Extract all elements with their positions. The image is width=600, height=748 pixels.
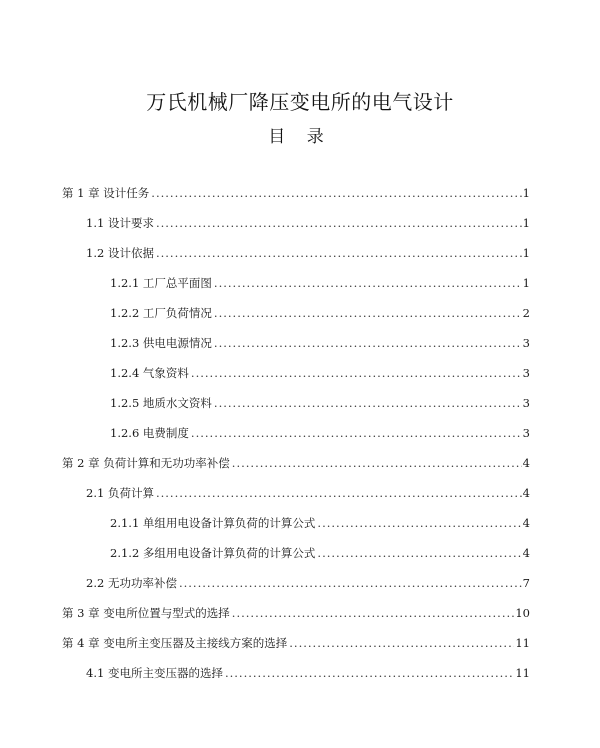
toc-entry-label: 4.1 变电所主变压器的选择 bbox=[86, 666, 223, 680]
toc-entry-page: 4 bbox=[522, 486, 530, 500]
toc-entry-page: 7 bbox=[522, 576, 530, 590]
toc-entry-label: 1.2.1 工厂总平面图 bbox=[110, 276, 212, 290]
toc-dot-leader bbox=[214, 332, 522, 354]
document-title: 万氏机械厂降压变电所的电气设计 bbox=[146, 90, 454, 114]
toc-dot-leader bbox=[232, 452, 522, 474]
toc-entry[interactable] bbox=[86, 242, 530, 264]
toc-dot-leader bbox=[232, 602, 515, 624]
toc-entry-page: 4 bbox=[522, 516, 530, 530]
toc-dot-leader bbox=[225, 662, 514, 684]
toc-entry-page: 3 bbox=[522, 426, 530, 440]
toc-entry-label: 第 3 章 变电所位置与型式的选择 bbox=[62, 606, 230, 620]
toc-entry[interactable] bbox=[110, 302, 530, 324]
toc-entry-label: 2.1.2 多组用电设备计算负荷的计算公式 bbox=[110, 546, 316, 560]
toc-entry-page: 11 bbox=[515, 636, 530, 650]
toc-heading: 目 录 bbox=[268, 127, 332, 147]
toc-dot-leader bbox=[317, 542, 521, 564]
toc-dot-leader bbox=[179, 572, 522, 594]
toc-entry-page: 11 bbox=[515, 666, 530, 680]
toc-entry-page: 1 bbox=[522, 276, 530, 290]
toc-entry-page: 1 bbox=[522, 216, 530, 230]
toc-entry-label: 1.2 设计依据 bbox=[86, 246, 154, 260]
toc-entry-page: 1 bbox=[522, 246, 530, 260]
toc-entry[interactable] bbox=[110, 542, 530, 564]
toc-entry[interactable] bbox=[86, 482, 530, 504]
toc-entry-label: 第 4 章 变电所主变压器及主接线方案的选择 bbox=[62, 636, 288, 650]
toc-entry-label: 2.1 负荷计算 bbox=[86, 486, 154, 500]
toc-entry-page: 4 bbox=[522, 546, 530, 560]
toc-entry-label: 2.2 无功功率补偿 bbox=[86, 576, 177, 590]
toc-dot-leader bbox=[156, 212, 522, 234]
toc-entry-label: 1.2.6 电费制度 bbox=[110, 426, 189, 440]
toc-entry-label: 2.1.1 单组用电设备计算负荷的计算公式 bbox=[110, 516, 316, 530]
toc-entry[interactable] bbox=[86, 212, 530, 234]
toc-entry-page: 10 bbox=[515, 606, 530, 620]
toc-entry[interactable] bbox=[86, 572, 530, 594]
toc-dot-leader bbox=[191, 422, 522, 444]
toc-entry[interactable] bbox=[110, 422, 530, 444]
toc-entry[interactable] bbox=[110, 362, 530, 384]
toc-entry[interactable] bbox=[86, 662, 530, 684]
toc-entry[interactable] bbox=[110, 512, 530, 534]
toc-entry-label: 1.2.2 工厂负荷情况 bbox=[110, 306, 212, 320]
toc-entry[interactable] bbox=[62, 602, 530, 624]
toc-entry-label: 1.2.4 气象资料 bbox=[110, 366, 189, 380]
toc-entry-page: 1 bbox=[522, 186, 530, 200]
toc-entry[interactable] bbox=[62, 632, 530, 654]
toc-entry-page: 4 bbox=[522, 456, 530, 470]
toc-entry[interactable] bbox=[110, 332, 530, 354]
toc-entry-label: 1.2.5 地质水文资料 bbox=[110, 396, 212, 410]
toc-entry-page: 2 bbox=[522, 306, 530, 320]
toc-entry-label: 1.1 设计要求 bbox=[86, 216, 154, 230]
toc-dot-leader bbox=[151, 182, 521, 204]
toc-dot-leader bbox=[191, 362, 522, 384]
toc-dot-leader bbox=[214, 272, 522, 294]
toc-dot-leader bbox=[214, 392, 522, 414]
toc-entry-page: 3 bbox=[522, 366, 530, 380]
toc-entry-page: 3 bbox=[522, 336, 530, 350]
toc-entry[interactable] bbox=[62, 182, 530, 204]
toc-entry-label: 第 1 章 设计任务 bbox=[62, 186, 150, 200]
toc-dot-leader bbox=[156, 242, 522, 264]
toc-dot-leader bbox=[289, 632, 514, 654]
toc-entry-label: 1.2.3 供电电源情况 bbox=[110, 336, 212, 350]
toc-entry[interactable] bbox=[62, 452, 530, 474]
toc-entry-label: 第 2 章 负荷计算和无功功率补偿 bbox=[62, 456, 230, 470]
toc-dot-leader bbox=[317, 512, 521, 534]
toc-entry-page: 3 bbox=[522, 396, 530, 410]
toc-dot-leader bbox=[214, 302, 522, 324]
toc-entry[interactable] bbox=[110, 392, 530, 414]
toc-dot-leader bbox=[156, 482, 522, 504]
toc-entry[interactable] bbox=[110, 272, 530, 294]
